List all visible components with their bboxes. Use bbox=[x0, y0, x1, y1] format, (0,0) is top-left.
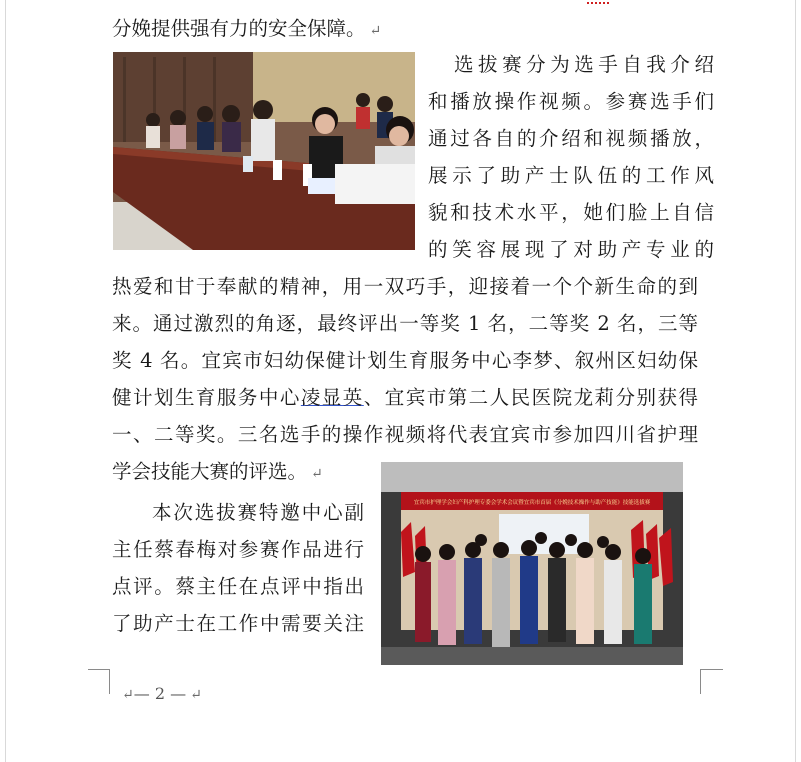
page-number: ↵— 2 — ↵ bbox=[122, 684, 202, 703]
text-line: 选拔赛分为选手自我介绍 bbox=[454, 53, 714, 76]
underlined-name: 凌显英 bbox=[300, 386, 364, 409]
text-line: 分娩提供强有力的安全保障。 ↵ bbox=[112, 17, 382, 40]
page-corner-marker bbox=[700, 669, 723, 694]
text-line: 了助产士在工作中需要关注 bbox=[112, 612, 364, 635]
text-line: 学会技能大赛的评选。 ↵ bbox=[112, 460, 323, 483]
text-line: 健计划生育服务中心凌显英、宜宾市第二人民医院龙莉分别获得 bbox=[112, 386, 698, 409]
text-line: 热爱和甘于奉献的精神，用一双巧手，迎接着一个个新生命的到 bbox=[112, 275, 698, 298]
text-line: 一、二等奖。三名选手的操作视频将代表宜宾市参加四川省护理 bbox=[112, 423, 698, 446]
text-line: 本次选拔赛特邀中心副 bbox=[152, 501, 364, 524]
paragraph-mark: ↵ bbox=[311, 466, 323, 482]
text-line: 奖 4 名。宜宾市妇幼保健计划生育服务中心李梦、叙州区妇幼保 bbox=[112, 349, 698, 372]
text-line: 来。通过激烈的角逐，最终评出一等奖 1 名，二等奖 2 名，三等 bbox=[112, 312, 698, 335]
text-line: 点评。蔡主任在点评中指出 bbox=[112, 575, 364, 598]
text-line: 展示了助产士队伍的工作风 bbox=[428, 164, 714, 187]
text-line: 主任蔡春梅对参赛作品进行 bbox=[112, 538, 364, 561]
text-line: 和播放操作视频。参赛选手们 bbox=[428, 90, 714, 113]
group-photo bbox=[381, 462, 683, 665]
page-edge-right bbox=[795, 0, 796, 762]
banner-text: 宜宾市护理学会妇产科护理专委会学术会议暨宜宾市首届《分娩技术操作与助产技能》技能选拔赛 bbox=[413, 500, 651, 506]
paragraph-mark: ↵ bbox=[369, 23, 382, 39]
spellcheck-squiggle bbox=[587, 0, 609, 4]
page-edge-left bbox=[5, 0, 6, 762]
meeting-photo bbox=[113, 52, 415, 250]
text-line: 貌和技术水平，她们脸上自信 bbox=[428, 201, 714, 224]
text-line: 通过各自的介绍和视频播放， bbox=[428, 127, 714, 150]
page-corner-marker bbox=[88, 669, 110, 694]
text-line: 的笑容展现了对助产专业的 bbox=[428, 238, 714, 261]
